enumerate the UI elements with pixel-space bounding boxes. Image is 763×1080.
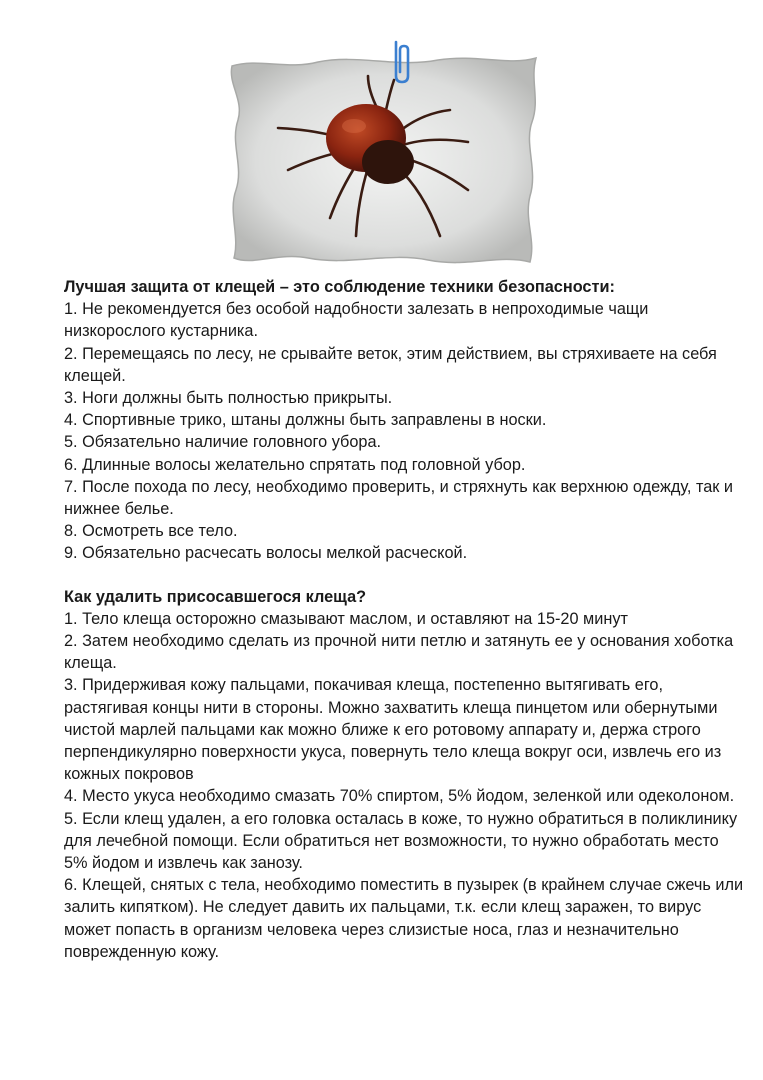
list-item: 6. Клещей, снятых с тела, необходимо поместить в пузырек (в крайнем случае сжечь или залить кипятком). Не следует давить их пальцами, т.к. если клещ заражен, то вирус может попасть в организм человека через слизистые носа, глаз и незначительно поврежденную кожу.: [64, 876, 744, 961]
list-item: 4. Спортивные трико, штаны должны быть заправлены в носки.: [64, 411, 547, 430]
list-item: 2. Затем необходимо сделать из прочной нити петлю и затянуть ее у основания хоботка клеща.: [64, 632, 734, 673]
list-item: 3. Придерживая кожу пальцами, покачивая клеща, постепенно вытягивать его, растягивая концы нити в стороны. Можно захватить клеща пинцетом или обернутыми чистой марлей пальцами как можно ближе к его ротовому аппарату и, держа строго перпендикулярно поверхности укуса, повернуть тело клеща вокруг оси, извлечь его из кожных покровов: [64, 676, 722, 784]
section-heading-removal: Как удалить присосавшегося клеща?: [64, 587, 367, 606]
tick-scutum: [362, 140, 414, 184]
list-item: 5. Если клещ удален, а его головка осталась в коже, то нужно обратиться в поликлинику для лечебной помощи. Если обратиться нет возможности, то нужно обработать место 5% йодом и извлечь как занозу.: [64, 809, 738, 873]
section-heading-safety: Лучшая защита от клещей – это соблюдение техники безопасности:: [64, 278, 615, 296]
list-item: 1. Не рекомендуется без особой надобности залезать в непроходимые чащи низкорослого кустарника.: [64, 300, 649, 341]
list-item: 5. Обязательно наличие головного убора.: [64, 433, 382, 452]
list-item: 7. После похода по лесу, необходимо проверить, и стряхнуть как верхнюю одежду, так и нижнее белье.: [64, 477, 734, 519]
list-item: 4. Место укуса необходимо смазать 70% спиртом, 5% йодом, зеленкой или одеколоном.: [64, 787, 735, 806]
list-item: 3. Ноги должны быть полностью прикрыты.: [64, 389, 393, 408]
list-item: 2. Перемещаясь по лесу, не срывайте веток, этим действием, вы стряхиваете на себя клещей.: [64, 344, 717, 385]
list-item: 9. Обязательно расчесать волосы мелкой расческой.: [64, 544, 468, 563]
tick-photo: [218, 40, 548, 272]
list-item: 6. Длинные волосы желательно спрятать под головной убор.: [64, 455, 526, 474]
tick-safety-document: [64, 276, 744, 963]
list-item: 1. Тело клеща осторожно смазывают маслом, и оставляют на 15-20 минут: [64, 609, 628, 628]
list-item: 8. Осмотреть все тело.: [64, 522, 238, 541]
